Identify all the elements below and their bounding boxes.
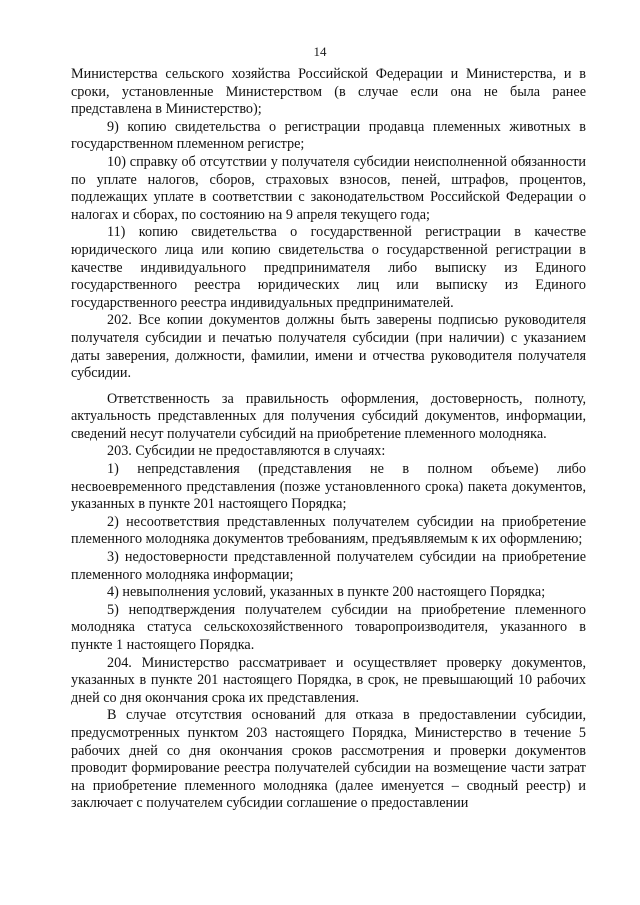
paragraph-203-item-2: 2) несоответствия представленных получателем субсидии на приобретение племенного молодняка документов требованиям, предъявляемым к их оформлению; <box>71 513 586 548</box>
paragraph-204: 204. Министерство рассматривает и осуществляет проверку документов, указанных в пункте 201 настоящего Порядка, в срок, не превышающий 10 рабочих дней со дня окончания срока их представления. <box>71 654 586 706</box>
paragraph-203: 203. Субсидии не предоставляются в случаях: <box>107 443 386 460</box>
paragraph-item-11: 11) копию свидетельства о государственной регистрации в качестве юридического лица или копию свидетельства о государственной регистрации в качестве индивидуального предпринимателя либо выписку из Единого государственного реестра юридических лиц или выписку из Единого государственного реестра индивидуальных предпринимателей. <box>71 224 586 311</box>
paragraph-item-10: 10) справку об отсутствии у получателя субсидии неисполненной обязанности по уплате налогов, сборов, страховых взносов, пеней, штрафов, процентов, подлежащих уплате в соответствии с законодательством Российской Федерации о налогах и сборах, по состоянию на 9 апреля текущего года; <box>71 153 586 223</box>
paragraph-203-item-4: 4) невыполнения условий, указанных в пункте 200 настоящего Порядка; <box>107 584 546 601</box>
paragraph-continuation: Министерства сельского хозяйства Российской Федерации и Министерства, и в сроки, установленные Министерством (в случае если она не была ранее представлена в Министерство); <box>71 66 586 118</box>
paragraph-responsibility: Ответственность за правильность оформления, достоверность, полноту, актуальность представленных для получения субсидий документов, информации, сведений несут получатели субсидий на приобретение племенного молодняка. <box>71 390 586 442</box>
document-body <box>71 66 586 813</box>
paragraph-203-item-1: 1) непредставления (представления не в полном объеме) либо несвоевременного представления (позже установленного срока) пакета документов, указанных в пункте 201 настоящего Порядка; <box>71 461 586 513</box>
paragraph-203-item-5: 5) неподтверждения получателем субсидии на приобретение племенного молодняка статуса сельскохозяйственного товаропроизводителя, указанного в пункте 1 настоящего Порядка. <box>71 601 586 653</box>
paragraph-203-item-3: 3) недостоверности представленной получателем субсидии на приобретение племенного молодняка информации; <box>71 549 586 583</box>
page-number: 14 <box>313 44 327 59</box>
paragraph-202: 202. Все копии документов должны быть заверены подписью руководителя получателя субсидии и печатью получателя субсидии (при наличии) с указанием даты заверения, должности, фамилии, имени и отчества руководителя получателя субсидии. <box>71 312 586 382</box>
paragraph-registry: В случае отсутствия оснований для отказа в предоставлении субсидии, предусмотренных пунктом 203 настоящего Порядка, Министерство в течение 5 рабочих дней со дня окончания сроков рассмотрения и проверки документов проводит формирование реестра получателей субсидии на возмещение части затрат на приобретение племенного молодняка (далее именуется – сводный реестр) и заключает с получателем субсидии соглашение о предоставлении <box>71 707 586 812</box>
paragraph-item-9: 9) копию свидетельства о регистрации продавца племенных животных в государственном племенном регистре; <box>71 118 586 153</box>
